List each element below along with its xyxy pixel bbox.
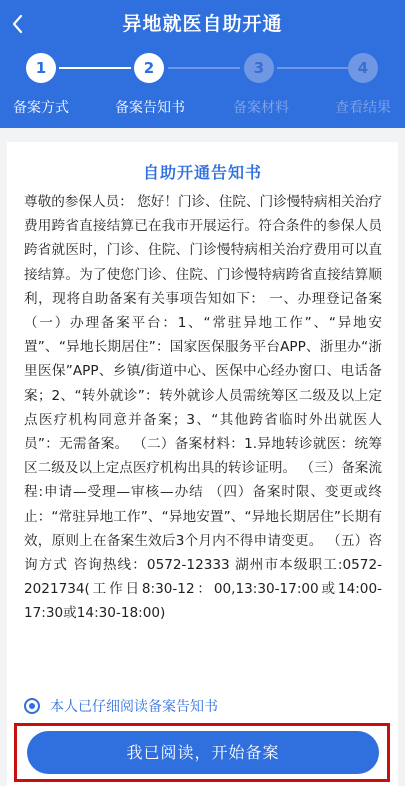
- step-2-label: 备案告知书: [115, 100, 185, 116]
- step-connector-3-4: [277, 67, 349, 69]
- step-connector-2-3: [168, 67, 240, 69]
- notice-text: 尊敬的参保人员： 您好！门诊、住院、门诊慢特病相关治疗费用跨省直接结算已在我市开展运行。符合条件的参保人员跨省就医时，门诊、住院、门诊慢特病相关治疗费用可以直接结算。为了使您门诊、住院、门诊慢特病跨省直接结算顺利，现将自助备案有关事项告知如下： 一、办理登记备案（一）办理备案平台：1、“常驻异地工作”、“异地安置”、“异地长期居住”：国家医保服务平台APP、浙里办“浙里医保”APP、乡镇/街道中心、医保中心经办窗口、电话备案；2、“转外就诊”：转外就诊人员需统筹区二级及以上定点医疗机构同意并备案；3、“其他跨省临时外出就医人员”：无需备案。 （二）备案材料：1.异地转诊就医：统筹区二级及以上定点医疗机构出具的转诊证明。 （三）备案流程:申请—受理—审核—办结 （四）备案时限、变更或终止：“常驻异地工作”、“异地安置”、“异地长期居住”长期有效，原则上在备案生效后3个月内不得申请变更。 （五）咨询方式 咨询热线：0572-12333 湖州市本级职工:0572-2021734(工作日8:30-12：00,13:30-17:00或14:00-17:30或14:30-18:00): [24, 194, 382, 622]
- step-4-indicator: 4: [348, 53, 378, 83]
- step-4-label: 查看结果: [335, 100, 391, 116]
- page-title: 异地就医自助开通: [122, 13, 283, 35]
- header-bar: [0, 0, 405, 128]
- step-connector-1-2: [59, 67, 131, 69]
- notice-body: [24, 190, 382, 626]
- agreement-label: 本人已仔细阅读备案告知书: [50, 699, 218, 715]
- step-2-indicator: 2: [134, 53, 164, 83]
- step-3-label: 备案材料: [233, 100, 289, 116]
- step-1-label: 备案方式: [13, 100, 69, 116]
- radio-checked-icon: [24, 698, 40, 714]
- start-filing-button[interactable]: 我已阅读，开始备案: [27, 731, 379, 774]
- step-3-indicator: 3: [244, 53, 274, 83]
- step-1-indicator: 1: [26, 53, 56, 83]
- notice-title: 自助开通告知书: [142, 163, 262, 182]
